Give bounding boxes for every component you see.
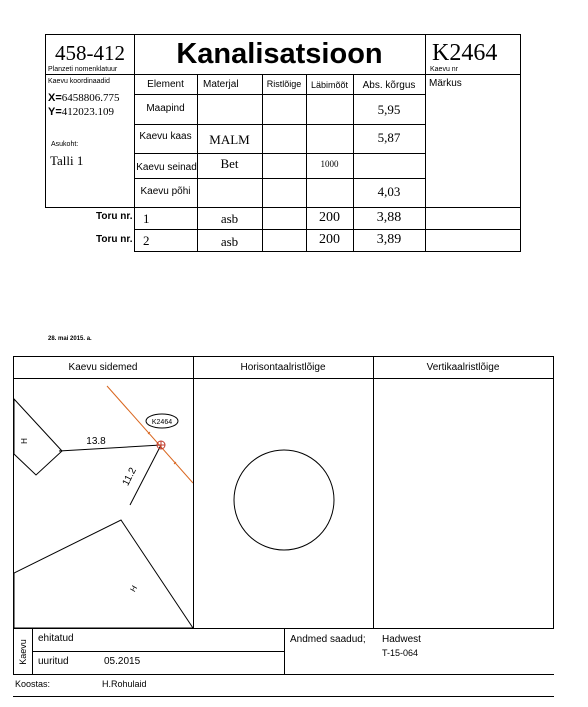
coord-y-value: 412023.109 [61,106,115,118]
sketch-header-horizontal: Horisontaalristlõige [240,362,326,373]
col-cross-section: Ristlõige [266,79,302,89]
row-material: Bet [220,156,239,171]
document-date: 28. mai 2015. a. [48,336,92,342]
location-value: Talli 1 [50,153,84,168]
well-label: K2464 [151,419,173,426]
row-abs-height: 5,87 [377,130,401,145]
dimension-label: 11.2 [120,466,139,488]
source-org: Hadwest [382,634,421,645]
source-label: Andmed saadud; [290,634,366,645]
horizontal-section-drawing [194,379,373,628]
coord-x-label: X= [48,92,62,104]
col-abs-height: Abs. kõrgus [362,80,416,91]
pipe-diameter: 200 [319,232,340,247]
building-mark: H [20,438,29,444]
coords-caption: Kaevu koordinaadid [48,78,110,85]
author-label: Koostas: [15,679,51,689]
nomenclature: 458-412 [55,41,125,65]
coord-x-value: 6458806.775 [61,92,120,104]
well-side-label: Kaevu [18,639,28,665]
row-element: Kaevu põhi [140,186,191,197]
pipe-label: Toru nr. [96,211,133,222]
pipe-abs-height: 3,89 [376,232,402,247]
surveyed-label: uuritud [38,656,69,667]
building-outline [14,520,193,628]
sketch-header-connections: Kaevu sidemed [68,362,138,373]
row-element: Kaevu seinad [136,162,197,173]
page-title: Kanalisatsioon [176,38,383,70]
dimension-label: 13.8 [86,436,106,447]
col-material: Materjal [203,79,239,90]
well-number: K2464 [432,40,498,66]
pipe-abs-height: 3,88 [376,210,402,225]
building-outline [14,399,62,475]
coord-y [48,106,114,118]
row-abs-height: 4,03 [377,184,401,199]
row-diameter: 1000 [320,159,339,169]
row-element: Maapind [146,103,185,114]
coord-x [48,92,120,104]
built-label: ehitatud [38,633,74,644]
pipe-material: asb [220,211,239,226]
well-cross-section-circle [234,450,334,550]
col-element: Element [147,79,184,90]
source-ref: T-15-064 [382,648,419,658]
tie-line [59,445,161,451]
col-diameter: Läbimõõt [310,80,349,90]
well-number-caption: Kaevu nr [430,66,459,73]
pipe-number: 2 [143,233,150,248]
sketch-header-vertical: Vertikaalristlõige [426,362,500,373]
row-material: MALM [209,132,250,147]
pipe-number: 1 [143,211,150,226]
pipe-diameter: 200 [319,210,340,225]
location-caption: Asukoht: [51,141,79,148]
row-abs-height: 5,95 [377,102,401,117]
row-element: Kaevu kaas [139,131,192,142]
nomenclature-caption: Planzeti nomenklatuur [48,66,118,73]
pipe-label: Toru nr. [96,234,133,245]
author-name: H.Rohulaid [102,679,147,689]
pipe-material: asb [220,234,239,249]
connections-sketch [14,379,193,628]
surveyed-date: 05.2015 [104,656,141,667]
pipe-line [107,386,193,483]
building-mark: H [128,583,140,594]
coord-y-label: Y= [48,106,62,118]
col-remarks: Märkus [429,78,462,89]
